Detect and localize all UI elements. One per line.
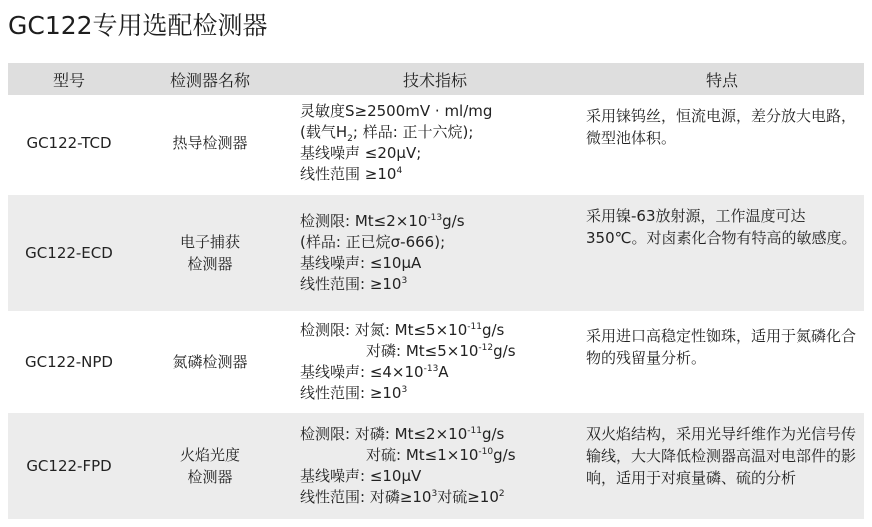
detector-name-line: 电子捕获 [179, 233, 240, 251]
cell-tech-specs [290, 195, 580, 311]
subscript: 2 [347, 134, 353, 144]
superscript: 3 [401, 276, 408, 286]
spec-line: (样品: 正已烷σ-666); [300, 233, 446, 251]
spec-line: 对磷: $Mt\le 5\times 10^{-12}g/s$ [366, 342, 516, 360]
spec-line: (载气$H_2$; 样品: 正十六烷); [300, 123, 474, 144]
spec-line: 线性范围: $\ge 10^3$ [300, 384, 408, 402]
features-text: 采用铼钨丝，恒流电源，差分放大电路，微型池体积。 [586, 107, 857, 147]
spec-line: 对硫: $Mt\le 1\times 10^{-10}g/s$ [366, 446, 516, 464]
detector-name-line: 检测器 [187, 255, 233, 273]
superscript: 3 [431, 489, 438, 499]
header-features: 特点 [580, 63, 864, 95]
superscript: -11 [467, 322, 482, 332]
cell-tech-specs [290, 95, 580, 191]
detector-name-line: 氮磷检测器 [172, 353, 248, 371]
cell-features [580, 95, 864, 191]
spec-line: 检测限: 对磷: $Mt\le 2\times 10^{-11}g/s$ [300, 425, 505, 443]
cell-features [580, 413, 864, 519]
cell-tech-specs [290, 315, 580, 409]
cell-detector-name [130, 413, 290, 519]
cell-model: GC122-TCD [26, 134, 112, 152]
cell-detector-name [130, 95, 290, 191]
spec-line: 灵敏度S≥2500mV · ml/mg [300, 102, 493, 120]
table-body [8, 95, 864, 519]
spec-line: 线性范围: 对磷$\ge 10^3$对硫$\ge 10^2$ [300, 488, 505, 506]
page-title: GC122专用选配检测器 [8, 11, 268, 40]
spec-line: 基线噪声: ≤10μV [300, 467, 422, 485]
superscript: -12 [478, 343, 494, 353]
superscript: 2 [498, 489, 505, 499]
superscript: 4 [396, 166, 403, 176]
superscript: 3 [401, 385, 408, 395]
features-text: 采用进口高稳定性铷珠，适用于氮磷化合物的残留量分析。 [586, 327, 857, 367]
spec-line: 基线噪声: $\le 4\times 10^{-13}A$ [300, 363, 449, 381]
superscript: -10 [478, 447, 494, 457]
cell-model: GC122-ECD [8, 195, 130, 311]
spec-line: 检测限: 对氮: $Mt\le 5\times 10^{-11}g/s$ [300, 321, 505, 339]
spec-line: 基线噪声: ≤10μA [300, 254, 422, 272]
cell-model: GC122-NPD [25, 353, 113, 371]
header-tech-specs: 技术指标 [290, 63, 580, 95]
cell-detector-name [130, 315, 290, 409]
header-detector-name: 检测器名称 [130, 63, 290, 95]
cell-features [580, 195, 864, 311]
spec-line: 线性范围 $\ge 10^4$ [300, 165, 403, 183]
cell-tech-specs [290, 413, 580, 519]
cell-features [580, 315, 864, 409]
cell-model: GC122-FPD [8, 413, 130, 519]
features-text: 采用镍-63放射源，工作温度可达350℃。对卤素化合物有特高的敏感度。 [586, 207, 857, 247]
features-text: 双火焰结构，采用光导纤维作为光信号传输线，大大降低检测器高温对电部件的影响，适用于对痕量磷、硫的分析 [586, 425, 857, 487]
table-header-row [8, 63, 864, 95]
table-row [8, 95, 864, 191]
detector-name-line: 火焰光度 [179, 446, 240, 464]
detector-name-line: 检测器 [187, 468, 233, 486]
superscript: -13 [423, 364, 439, 374]
spec-line: 线性范围: $\ge 10^3$ [300, 275, 408, 293]
detector-name-line: 热导检测器 [172, 134, 248, 152]
header-model: 型号 [8, 63, 130, 95]
spec-line: 检测限: $Mt\le 2\times 10^{-13}g/s$ [300, 212, 465, 230]
superscript: -11 [467, 426, 482, 436]
table-row [8, 315, 864, 409]
detector-spec-table [8, 63, 864, 519]
table-row [8, 195, 864, 311]
spec-line: 基线噪声 ≤20μV; [300, 144, 422, 162]
table-row [8, 413, 864, 519]
superscript: -13 [427, 213, 443, 223]
cell-detector-name [130, 195, 290, 311]
